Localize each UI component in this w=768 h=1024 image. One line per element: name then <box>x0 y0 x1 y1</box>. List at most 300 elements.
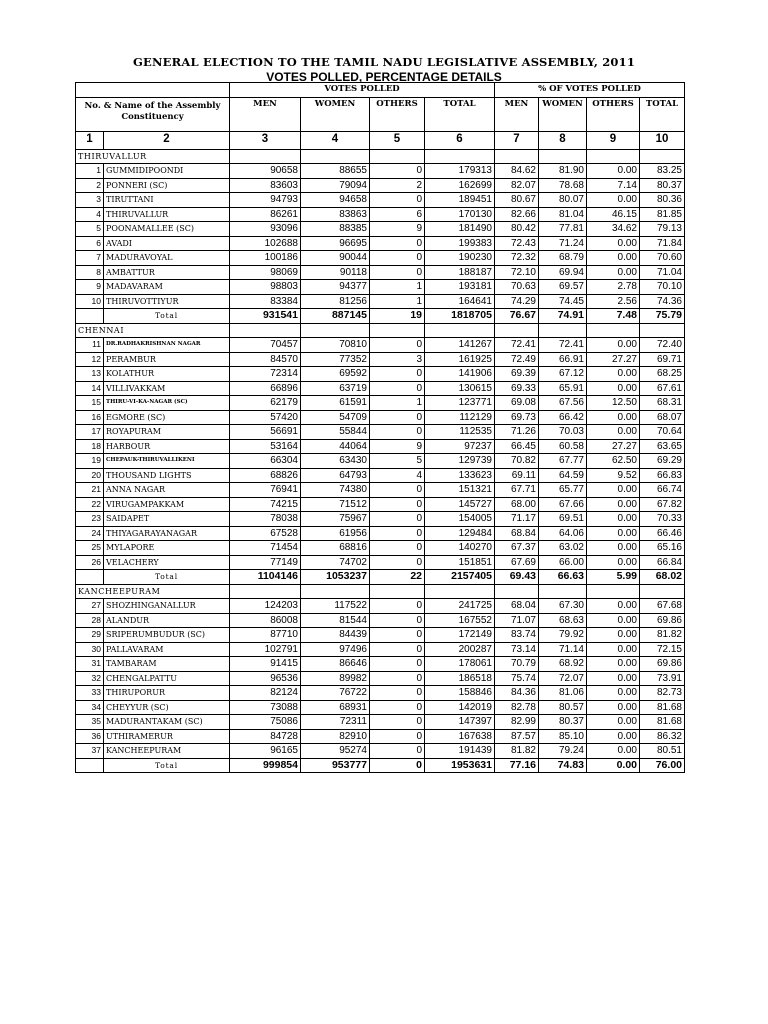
total-votes: 199383 <box>425 236 495 251</box>
total-pct-men: 77.16 <box>495 758 539 773</box>
table-row <box>76 454 685 469</box>
total-pct-women: 74.91 <box>539 309 587 324</box>
pct-others: 0.00 <box>587 367 640 382</box>
men-votes: 98069 <box>230 265 301 280</box>
pct-others: 0.00 <box>587 483 640 498</box>
constituency-name: TIRUTTANI <box>104 193 230 208</box>
total-votes: 141906 <box>425 367 495 382</box>
empty-cell <box>230 584 301 599</box>
others-votes: 0 <box>370 265 425 280</box>
pct-men: 87.57 <box>495 729 539 744</box>
pct-others: 0.00 <box>587 599 640 614</box>
pct-others: 0.00 <box>587 613 640 628</box>
pct-women: 74.45 <box>539 294 587 309</box>
constituency-name: DR.RADHAKRISHNAN NAGAR <box>104 338 230 353</box>
men-votes: 124203 <box>230 599 301 614</box>
table-row <box>76 483 685 498</box>
others-votes: 0 <box>370 555 425 570</box>
women-votes: 94377 <box>301 280 370 295</box>
pct-total: 80.37 <box>640 178 685 193</box>
others-votes: 0 <box>370 236 425 251</box>
constituency-number: 10 <box>76 294 104 309</box>
total-votes: 145727 <box>425 497 495 512</box>
pct-others: 62.50 <box>587 454 640 469</box>
women-votes: 117522 <box>301 599 370 614</box>
pct-men: 80.42 <box>495 222 539 237</box>
col-number: 3 <box>230 131 301 149</box>
others-votes: 0 <box>370 715 425 730</box>
votes-table <box>75 82 685 773</box>
pct-total: 73.91 <box>640 671 685 686</box>
total-votes: 164641 <box>425 294 495 309</box>
pct-women: 66.42 <box>539 410 587 425</box>
others-votes: 3 <box>370 352 425 367</box>
table-row <box>76 381 685 396</box>
men-votes: 66896 <box>230 381 301 396</box>
pct-total: 70.10 <box>640 280 685 295</box>
others-votes: 0 <box>370 338 425 353</box>
men-votes: 94793 <box>230 193 301 208</box>
district-total-row <box>76 570 685 585</box>
total-pct-others: 7.48 <box>587 309 640 324</box>
constituency-number: 28 <box>76 613 104 628</box>
constituency-name: MADAVARAM <box>104 280 230 295</box>
others-votes: 0 <box>370 613 425 628</box>
pct-men: 66.45 <box>495 439 539 454</box>
constituency-name: POONAMALLEE (SC) <box>104 222 230 237</box>
constituency-name: PALLAVARAM <box>104 642 230 657</box>
women-votes: 94658 <box>301 193 370 208</box>
total-votes: 133623 <box>425 468 495 483</box>
pct-total: 82.73 <box>640 686 685 701</box>
men-votes: 75086 <box>230 715 301 730</box>
men-votes: 93096 <box>230 222 301 237</box>
men-votes: 87710 <box>230 628 301 643</box>
pct-women: 72.41 <box>539 338 587 353</box>
others-votes: 0 <box>370 599 425 614</box>
table-row <box>76 468 685 483</box>
constituency-name: PERAMBUR <box>104 352 230 367</box>
district-name: KANCHEEPURAM <box>76 584 230 599</box>
pct-women: 60.58 <box>539 439 587 454</box>
table-row <box>76 164 685 179</box>
col-number: 4 <box>301 131 370 149</box>
pct-men: 82.07 <box>495 178 539 193</box>
pct-women: 69.51 <box>539 512 587 527</box>
pct-total: 81.82 <box>640 628 685 643</box>
constituency-number: 9 <box>76 280 104 295</box>
others-votes: 0 <box>370 251 425 266</box>
women-votes: 44064 <box>301 439 370 454</box>
constituency-name: SHOZHINGANALLUR <box>104 599 230 614</box>
others-votes: 0 <box>370 425 425 440</box>
total-total-votes: 1818705 <box>425 309 495 324</box>
constituency-name: TAMBARAM <box>104 657 230 672</box>
pct-women: 72.07 <box>539 671 587 686</box>
constituency-name: THIRU-VI-KA-NAGAR (SC) <box>104 396 230 411</box>
pct-others: 7.14 <box>587 178 640 193</box>
constituency-name: ANNA NAGAR <box>104 483 230 498</box>
pct-women: 66.91 <box>539 352 587 367</box>
constituency-number: 18 <box>76 439 104 454</box>
district-total-row <box>76 309 685 324</box>
women-votes: 68931 <box>301 700 370 715</box>
constituency-number: 27 <box>76 599 104 614</box>
others-votes: 0 <box>370 628 425 643</box>
group-votes-header: VOTES POLLED <box>230 83 495 98</box>
table-row <box>76 294 685 309</box>
constituency-name: KANCHEEPURAM <box>104 744 230 759</box>
district-header-row <box>76 584 685 599</box>
women-votes: 64793 <box>301 468 370 483</box>
pct-men: 72.49 <box>495 352 539 367</box>
col-number: 9 <box>587 131 640 149</box>
empty-cell <box>425 584 495 599</box>
others-votes: 0 <box>370 642 425 657</box>
total-votes: 170130 <box>425 207 495 222</box>
constituency-name: GUMMIDIPOONDI <box>104 164 230 179</box>
total-votes: 140270 <box>425 541 495 556</box>
pct-women: 78.68 <box>539 178 587 193</box>
total-votes: 167552 <box>425 613 495 628</box>
district-total-row <box>76 758 685 773</box>
pct-women: 68.92 <box>539 657 587 672</box>
constituency-name: MADURANTAKAM (SC) <box>104 715 230 730</box>
women-votes: 88655 <box>301 164 370 179</box>
empty-cell <box>301 149 370 164</box>
pct-total: 69.86 <box>640 613 685 628</box>
women-votes: 97496 <box>301 642 370 657</box>
pct-total: 74.36 <box>640 294 685 309</box>
women-votes: 72311 <box>301 715 370 730</box>
total-votes: 241725 <box>425 599 495 614</box>
constituency-number: 14 <box>76 381 104 396</box>
pct-men: 67.71 <box>495 483 539 498</box>
pct-women: 63.02 <box>539 541 587 556</box>
others-votes: 0 <box>370 526 425 541</box>
constituency-number: 24 <box>76 526 104 541</box>
pct-others: 0.00 <box>587 686 640 701</box>
pct-men: 69.73 <box>495 410 539 425</box>
women-votes: 90044 <box>301 251 370 266</box>
others-votes: 0 <box>370 700 425 715</box>
constituency-number: 11 <box>76 338 104 353</box>
total-votes: 142019 <box>425 700 495 715</box>
women-votes: 89982 <box>301 671 370 686</box>
pct-women: 80.07 <box>539 193 587 208</box>
total-men-votes: 1104146 <box>230 570 301 585</box>
others-votes: 0 <box>370 381 425 396</box>
table-row <box>76 193 685 208</box>
pct-others: 0.00 <box>587 744 640 759</box>
empty-cell <box>301 323 370 338</box>
constituency-number: 7 <box>76 251 104 266</box>
total-votes: 200287 <box>425 642 495 657</box>
empty-cell <box>587 149 640 164</box>
men-votes: 77149 <box>230 555 301 570</box>
total-pct-total: 68.02 <box>640 570 685 585</box>
pct-total: 72.40 <box>640 338 685 353</box>
constituency-name: KOLATHUR <box>104 367 230 382</box>
men-votes: 70457 <box>230 338 301 353</box>
table-row <box>76 526 685 541</box>
men-votes: 86261 <box>230 207 301 222</box>
men-votes: 66304 <box>230 454 301 469</box>
women-votes: 76722 <box>301 686 370 701</box>
total-votes: 191439 <box>425 744 495 759</box>
empty-cell <box>495 584 539 599</box>
total-votes: 162699 <box>425 178 495 193</box>
women-votes: 69592 <box>301 367 370 382</box>
men-votes: 102688 <box>230 236 301 251</box>
women-votes: 82910 <box>301 729 370 744</box>
empty-cell <box>370 323 425 338</box>
constituency-name: SAIDAPET <box>104 512 230 527</box>
others-votes: 9 <box>370 222 425 237</box>
pct-others: 0.00 <box>587 193 640 208</box>
total-votes: 112535 <box>425 425 495 440</box>
pct-men: 67.37 <box>495 541 539 556</box>
group-header-row <box>76 83 685 98</box>
constituency-number: 19 <box>76 454 104 469</box>
women-votes: 83863 <box>301 207 370 222</box>
total-total-votes: 2157405 <box>425 570 495 585</box>
pct-others-header: OTHERS <box>587 97 640 131</box>
table-row <box>76 236 685 251</box>
pct-men: 71.07 <box>495 613 539 628</box>
table-row <box>76 715 685 730</box>
women-header: WOMEN <box>301 97 370 131</box>
others-votes: 0 <box>370 541 425 556</box>
pct-men: 82.99 <box>495 715 539 730</box>
pct-men: 82.78 <box>495 700 539 715</box>
total-votes: 178061 <box>425 657 495 672</box>
col-number: 7 <box>495 131 539 149</box>
district-name: CHENNAI <box>76 323 230 338</box>
women-votes: 81256 <box>301 294 370 309</box>
men-votes: 82124 <box>230 686 301 701</box>
pct-total: 81.68 <box>640 700 685 715</box>
pct-total: 67.68 <box>640 599 685 614</box>
women-votes: 86646 <box>301 657 370 672</box>
constituency-number: 6 <box>76 236 104 251</box>
table-row <box>76 729 685 744</box>
constituency-name: MADURAVOYAL <box>104 251 230 266</box>
pct-men: 84.62 <box>495 164 539 179</box>
constituency-number: 16 <box>76 410 104 425</box>
total-votes: 181490 <box>425 222 495 237</box>
constituency-name: SRIPERUMBUDUR (SC) <box>104 628 230 643</box>
total-others-votes: 22 <box>370 570 425 585</box>
total-votes: 186518 <box>425 671 495 686</box>
constituency-number: 25 <box>76 541 104 556</box>
constituency-number: 37 <box>76 744 104 759</box>
pct-women: 65.91 <box>539 381 587 396</box>
constituency-name: THIRUVALLUR <box>104 207 230 222</box>
empty-cell <box>230 323 301 338</box>
page-title: GENERAL ELECTION TO THE TAMIL NADU LEGISLATIVE ASSEMBLY, 2011 <box>132 55 636 69</box>
constituency-name: CHENGALPATTU <box>104 671 230 686</box>
table-row <box>76 657 685 672</box>
pct-men: 73.14 <box>495 642 539 657</box>
constituency-name: UTHIRAMERUR <box>104 729 230 744</box>
pct-women: 81.06 <box>539 686 587 701</box>
constituency-number: 36 <box>76 729 104 744</box>
total-header: TOTAL <box>425 97 495 131</box>
men-votes: 96536 <box>230 671 301 686</box>
pct-total: 66.83 <box>640 468 685 483</box>
pct-total: 71.04 <box>640 265 685 280</box>
pct-others: 0.00 <box>587 497 640 512</box>
pct-men: 70.79 <box>495 657 539 672</box>
pct-others: 0.00 <box>587 555 640 570</box>
women-votes: 68816 <box>301 541 370 556</box>
men-votes: 90658 <box>230 164 301 179</box>
total-blank <box>76 758 104 773</box>
pct-others: 0.00 <box>587 236 640 251</box>
men-header: MEN <box>230 97 301 131</box>
pct-men: 69.08 <box>495 396 539 411</box>
pct-women-header: WOMEN <box>539 97 587 131</box>
total-men-votes: 999854 <box>230 758 301 773</box>
total-pct-others: 0.00 <box>587 758 640 773</box>
constituency-name: THIRUPORUR <box>104 686 230 701</box>
pct-others: 27.27 <box>587 439 640 454</box>
pct-others: 0.00 <box>587 628 640 643</box>
pct-total: 71.84 <box>640 236 685 251</box>
others-votes: 5 <box>370 454 425 469</box>
pct-men: 69.39 <box>495 367 539 382</box>
pct-men: 67.69 <box>495 555 539 570</box>
constituency-name: ALANDUR <box>104 613 230 628</box>
others-votes: 0 <box>370 410 425 425</box>
women-votes: 63719 <box>301 381 370 396</box>
total-pct-others: 5.99 <box>587 570 640 585</box>
women-votes: 54709 <box>301 410 370 425</box>
others-votes: 0 <box>370 164 425 179</box>
constituency-number: 26 <box>76 555 104 570</box>
table-row <box>76 178 685 193</box>
column-number-row <box>76 131 685 149</box>
table-row <box>76 251 685 266</box>
pct-men: 69.11 <box>495 468 539 483</box>
others-votes: 1 <box>370 396 425 411</box>
total-votes: 190230 <box>425 251 495 266</box>
others-votes: 0 <box>370 744 425 759</box>
pct-others: 0.00 <box>587 642 640 657</box>
men-votes: 84570 <box>230 352 301 367</box>
total-blank <box>76 570 104 585</box>
pct-others: 0.00 <box>587 541 640 556</box>
men-votes: 73088 <box>230 700 301 715</box>
women-votes: 90118 <box>301 265 370 280</box>
table-row <box>76 541 685 556</box>
pct-men: 72.32 <box>495 251 539 266</box>
pct-women: 77.81 <box>539 222 587 237</box>
empty-cell <box>370 149 425 164</box>
constituency-name: HARBOUR <box>104 439 230 454</box>
pct-others: 0.00 <box>587 265 640 280</box>
pct-women: 69.94 <box>539 265 587 280</box>
pct-total: 83.25 <box>640 164 685 179</box>
total-votes: 154005 <box>425 512 495 527</box>
pct-women: 67.66 <box>539 497 587 512</box>
table-row <box>76 439 685 454</box>
pct-total: 66.46 <box>640 526 685 541</box>
others-header: OTHERS <box>370 97 425 131</box>
others-votes: 0 <box>370 686 425 701</box>
pct-men: 71.17 <box>495 512 539 527</box>
men-votes: 62179 <box>230 396 301 411</box>
pct-men: 68.00 <box>495 497 539 512</box>
pct-women: 67.30 <box>539 599 587 614</box>
men-votes: 84728 <box>230 729 301 744</box>
men-votes: 72314 <box>230 367 301 382</box>
table-row <box>76 555 685 570</box>
total-votes: 151851 <box>425 555 495 570</box>
constituency-number: 21 <box>76 483 104 498</box>
women-votes: 74702 <box>301 555 370 570</box>
pct-total: 67.61 <box>640 381 685 396</box>
constituency-number: 17 <box>76 425 104 440</box>
page-subtitle: VOTES POLLED, PERCENTAGE DETAILS <box>266 70 502 84</box>
pct-total: 70.33 <box>640 512 685 527</box>
total-votes: 158846 <box>425 686 495 701</box>
pct-others: 0.00 <box>587 526 640 541</box>
pct-total: 66.84 <box>640 555 685 570</box>
constituency-name: CHEPAUK-THIRUVALLIKENI <box>104 454 230 469</box>
empty-cell <box>640 584 685 599</box>
pct-women: 66.00 <box>539 555 587 570</box>
pct-men: 68.84 <box>495 526 539 541</box>
constituency-name: THIYAGARAYANAGAR <box>104 526 230 541</box>
table-row <box>76 367 685 382</box>
constituency-number: 23 <box>76 512 104 527</box>
others-votes: 0 <box>370 497 425 512</box>
empty-cell <box>539 584 587 599</box>
pct-others: 0.00 <box>587 381 640 396</box>
others-votes: 2 <box>370 178 425 193</box>
pct-men: 75.74 <box>495 671 539 686</box>
constituency-header: No. & Name of the Assembly Constituency <box>76 97 230 131</box>
constituency-number: 30 <box>76 642 104 657</box>
constituency-name: CHEYYUR (SC) <box>104 700 230 715</box>
total-votes: 141267 <box>425 338 495 353</box>
pct-men: 69.33 <box>495 381 539 396</box>
pct-women: 64.59 <box>539 468 587 483</box>
empty-cell <box>539 323 587 338</box>
pct-men: 72.41 <box>495 338 539 353</box>
empty-cell <box>640 149 685 164</box>
others-votes: 0 <box>370 193 425 208</box>
pct-men-header: MEN <box>495 97 539 131</box>
pct-total: 72.15 <box>640 642 685 657</box>
others-votes: 0 <box>370 367 425 382</box>
pct-men: 83.74 <box>495 628 539 643</box>
pct-others: 0.00 <box>587 657 640 672</box>
total-women-votes: 953777 <box>301 758 370 773</box>
table-row <box>76 222 685 237</box>
constituency-number: 8 <box>76 265 104 280</box>
women-votes: 77352 <box>301 352 370 367</box>
constituency-number: 13 <box>76 367 104 382</box>
constituency-number: 31 <box>76 657 104 672</box>
pct-total: 68.25 <box>640 367 685 382</box>
total-votes: 188187 <box>425 265 495 280</box>
empty-cell <box>539 149 587 164</box>
table-row <box>76 497 685 512</box>
men-votes: 68826 <box>230 468 301 483</box>
